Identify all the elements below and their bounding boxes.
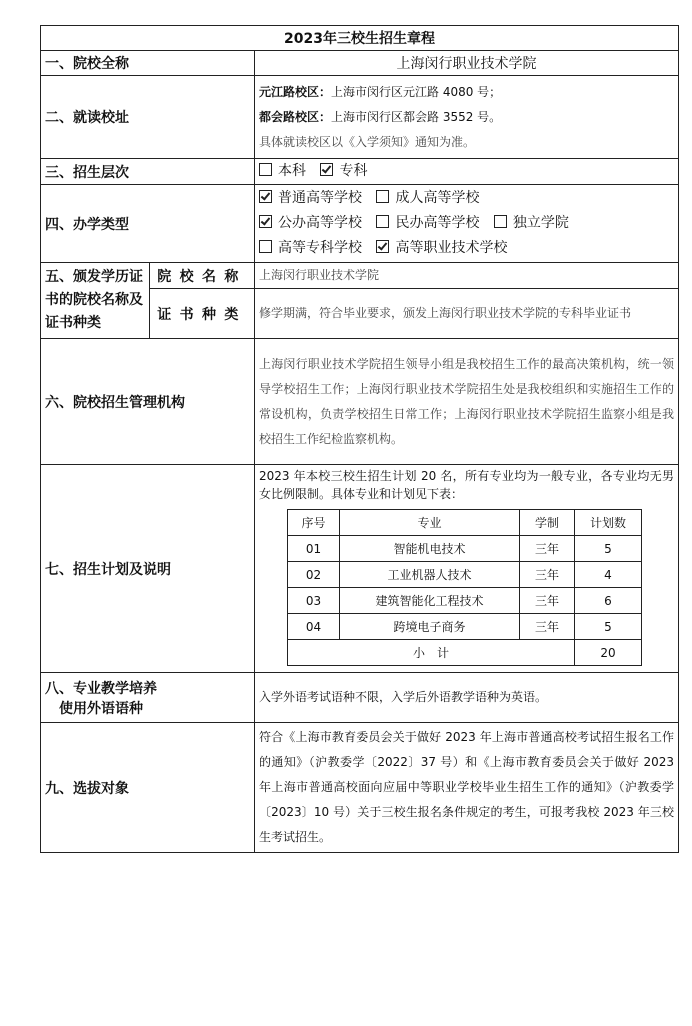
option-regular-higher: 普通高等学校 bbox=[278, 190, 362, 206]
table-cell: 三年 bbox=[520, 562, 575, 588]
table-row bbox=[288, 536, 642, 562]
campus1-address: 上海市闵行区元江路 4080 号； bbox=[331, 84, 502, 99]
table-cell: 建筑智能化工程技术 bbox=[340, 588, 520, 614]
cert-type-value: 修学期满，符合毕业要求，颁发上海闵行职业技术学院的专科毕业证书 bbox=[255, 289, 679, 339]
sec8-head-line1: 八、专业教学培养 bbox=[45, 680, 157, 697]
option-undergraduate: 本科 bbox=[259, 163, 306, 179]
checked-checkbox-icon bbox=[320, 163, 333, 176]
option-higher-vocational: 高等职业技术学校 bbox=[395, 240, 508, 256]
option-adult-higher: 成人高等学校 bbox=[395, 190, 480, 206]
school-name-label: 院校名称 bbox=[150, 263, 255, 289]
table-row bbox=[288, 562, 642, 588]
table-cell: 02 bbox=[288, 562, 340, 588]
document-title: 2023年三校生招生章程 bbox=[41, 26, 679, 51]
column-header: 学制 bbox=[520, 510, 575, 536]
level-options bbox=[255, 159, 679, 185]
sec2-head: 二、就读校址 bbox=[41, 76, 255, 159]
option-independent-college: 独立学院 bbox=[512, 215, 569, 231]
table-cell: 01 bbox=[288, 536, 340, 562]
checkbox-icon bbox=[376, 215, 389, 228]
checkbox-icon bbox=[376, 190, 389, 203]
sec1-head: 一、院校全称 bbox=[41, 51, 255, 76]
campus-address-cell bbox=[255, 76, 679, 159]
subtotal-row bbox=[288, 640, 642, 666]
eligibility-text: 符合《上海市教育委员会关于做好 2023 年上海市普通高校考试招生报名工作的通知》（沪教委学〔2022〕37 号）和《上海市教育委员会关于做好 2023 年上海市普通高校面向应届中等职业学校毕业生招生工作的通知》（沪教委学〔2023〕10 号）关于三校生报名条件规定的考生，可报考我校 2023 年三校生考试招生。 bbox=[255, 723, 679, 853]
subtotal-value: 20 bbox=[575, 640, 642, 666]
column-header: 计划数 bbox=[575, 510, 642, 536]
table-cell: 工业机器人技术 bbox=[340, 562, 520, 588]
table-cell: 三年 bbox=[520, 536, 575, 562]
issuing-school-name: 上海闵行职业技术学院 bbox=[255, 263, 679, 289]
table-row bbox=[288, 588, 642, 614]
school-full-name: 上海闵行职业技术学院 bbox=[255, 51, 679, 76]
table-cell: 智能机电技术 bbox=[340, 536, 520, 562]
checked-checkbox-icon bbox=[376, 240, 389, 253]
checkbox-icon bbox=[259, 240, 272, 253]
sec5-head: 五、颁发学历证书的院校名称及证书种类 bbox=[41, 263, 150, 339]
admission-management-text: 上海闵行职业技术学院招生领导小组是我校招生工作的最高决策机构，统一领导学校招生工作；上海闵行职业技术学院招生处是我校组织和实施招生工作的常设机构，负责学校招生日常工作；上海闵行职业技术学院招生监察小组是我校招生工作纪检监察机构。 bbox=[255, 339, 679, 465]
sec4-head: 四、办学类型 bbox=[41, 185, 255, 263]
table-cell: 跨境电子商务 bbox=[340, 614, 520, 640]
sec7-head: 七、招生计划及说明 bbox=[41, 465, 255, 673]
admission-charter-table bbox=[40, 25, 679, 853]
option-public-higher: 公办高等学校 bbox=[278, 215, 362, 231]
sec9-head: 九、选拔对象 bbox=[41, 723, 255, 853]
table-cell: 4 bbox=[575, 562, 642, 588]
checked-checkbox-icon bbox=[259, 190, 272, 203]
sec8-head-line2: 使用外语语种 bbox=[59, 700, 143, 717]
enrollment-plan-intro: 2023 年本校三校生招生计划 20 名，所有专业均为一般专业，各专业均无男女比例限制。具体专业和计划见下表： bbox=[259, 469, 675, 501]
checked-checkbox-icon bbox=[259, 215, 272, 228]
enrollment-plan-cell bbox=[255, 465, 679, 673]
table-row bbox=[288, 614, 642, 640]
cert-type-label: 证书种类 bbox=[150, 289, 255, 339]
option-junior-college: 专科 bbox=[320, 163, 367, 179]
checkbox-icon bbox=[259, 163, 272, 176]
column-header: 专业 bbox=[340, 510, 520, 536]
table-cell: 5 bbox=[575, 536, 642, 562]
column-header: 序号 bbox=[288, 510, 340, 536]
table-cell: 5 bbox=[575, 614, 642, 640]
option-private-higher: 民办高等学校 bbox=[395, 215, 480, 231]
table-cell: 三年 bbox=[520, 588, 575, 614]
sec8-head bbox=[41, 673, 255, 723]
table-cell: 04 bbox=[288, 614, 340, 640]
checkbox-icon bbox=[494, 215, 507, 228]
school-type-options bbox=[255, 185, 679, 263]
table-cell: 03 bbox=[288, 588, 340, 614]
campus2-label: 都会路校区： bbox=[259, 109, 332, 124]
subtotal-label: 小 计 bbox=[288, 640, 575, 666]
campus-note: 具体就读校区以《入学须知》通知为准。 bbox=[259, 134, 476, 149]
sec6-head: 六、院校招生管理机构 bbox=[41, 339, 255, 465]
enrollment-plan-table bbox=[287, 509, 642, 666]
table-cell: 三年 bbox=[520, 614, 575, 640]
foreign-language-text: 入学外语考试语种不限，入学后外语教学语种为英语。 bbox=[255, 673, 679, 723]
campus1-label: 元江路校区： bbox=[259, 84, 332, 99]
sec3-head: 三、招生层次 bbox=[41, 159, 255, 185]
table-cell: 6 bbox=[575, 588, 642, 614]
table-header-row bbox=[288, 510, 642, 536]
campus2-address: 上海市闵行区都会路 3552 号。 bbox=[331, 109, 502, 124]
option-higher-specialized: 高等专科学校 bbox=[278, 240, 362, 256]
